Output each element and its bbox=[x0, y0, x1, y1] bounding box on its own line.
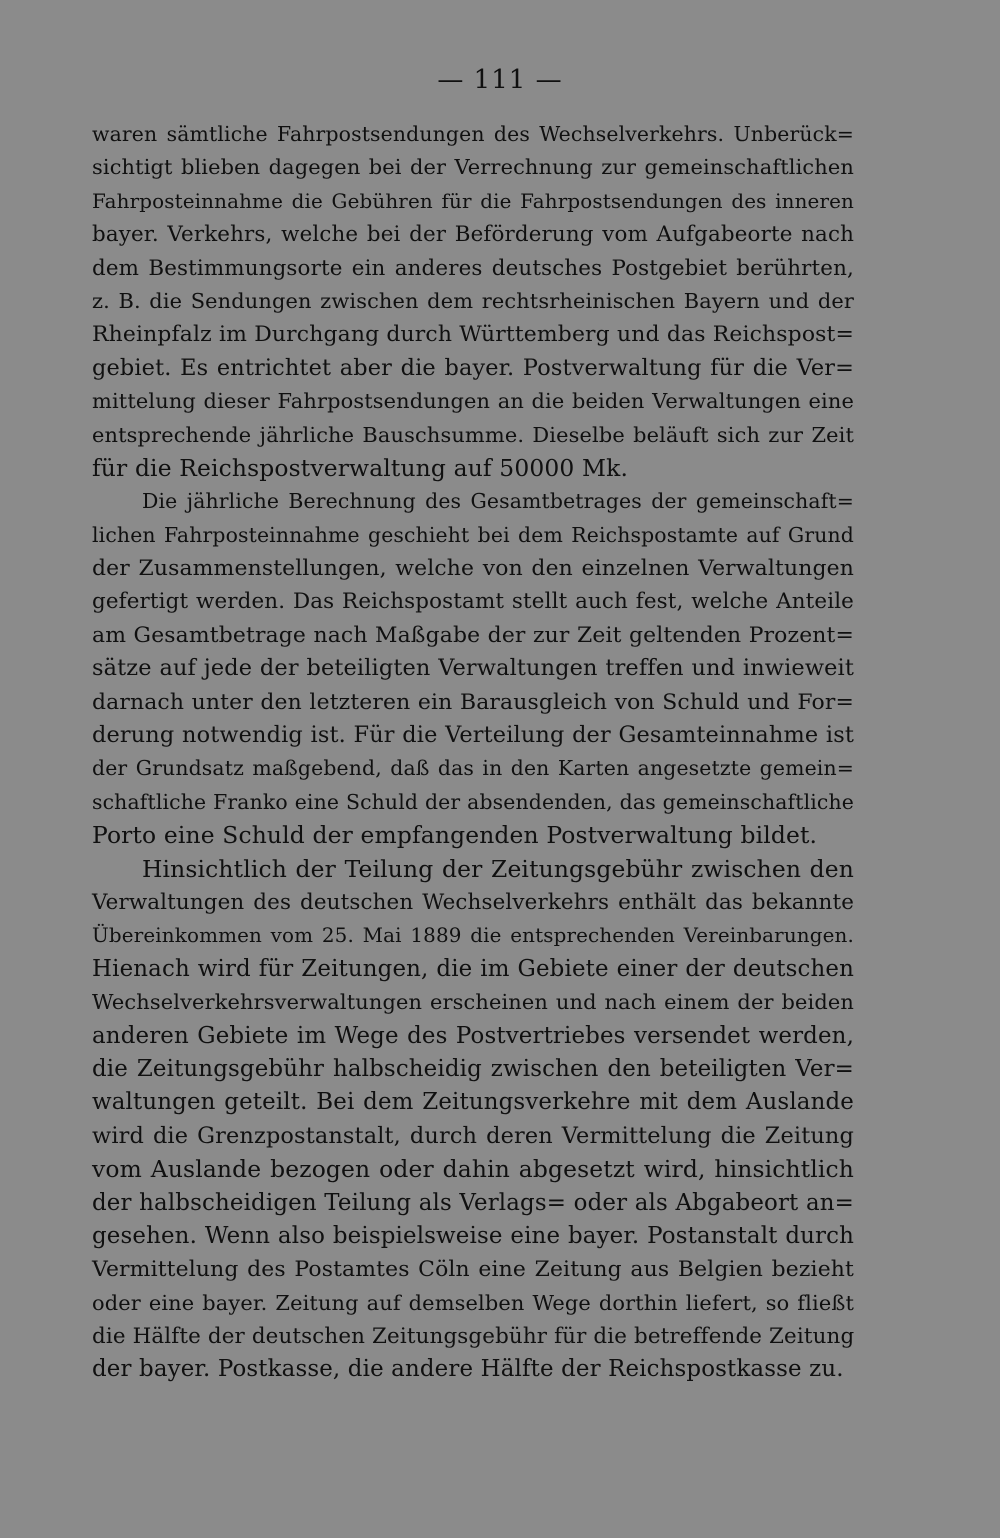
text-line: Übereinkommen vom 25. Mai 1889 die entsprechenden Vereinbarungen. bbox=[92, 924, 854, 948]
text-line: Hinsichtlich der Teilung der Zeitungsgebühr zwischen den bbox=[142, 854, 854, 883]
page-number: — 111 — bbox=[437, 65, 563, 95]
text-line: entsprechende jährliche Bauschsumme. Dieselbe beläuft sich zur Zeit bbox=[92, 422, 854, 447]
text-line: bayer. Verkehrs, welche bei der Beförderung vom Aufgabeorte nach bbox=[92, 222, 854, 248]
text-line: anderen Gebiete im Wege des Postvertriebes versendet werden, bbox=[92, 1022, 854, 1049]
text-line: darnach unter den letzteren ein Barausgleich von Schuld und For= bbox=[92, 689, 854, 715]
text-line: die Zeitungsgebühr halbscheidig zwischen den beteiligten Ver= bbox=[92, 1055, 854, 1082]
text-line: sichtigt blieben dagegen bei der Verrechnung zur gemeinschaftlichen bbox=[92, 155, 854, 180]
text-line: Rheinpfalz im Durchgang durch Württemberg und das Reichspost= bbox=[92, 322, 854, 348]
text-line: mittelung dieser Fahrpostsendungen an die beiden Verwaltungen eine bbox=[92, 389, 854, 414]
text-line: gefertigt werden. Das Reichspostamt stellt auch fest, welche Anteile bbox=[92, 589, 854, 615]
text-line: der halbscheidigen Teilung als Verlags= oder als Abgabeort an= bbox=[92, 1189, 854, 1216]
text-line: wird die Grenzpostanstalt, durch deren Vermittelung die Zeitung bbox=[92, 1122, 854, 1149]
paragraph-2 bbox=[92, 485, 854, 852]
text-line: waren sämtliche Fahrpostsendungen des Wechselverkehrs. Unberück= bbox=[92, 122, 854, 146]
text-line: die Hälfte der deutschen Zeitungsgebühr für die betreffende Zeitung bbox=[92, 1324, 855, 1350]
text-line: Hienach wird für Zeitungen, die im Gebiete einer der deutschen bbox=[92, 955, 854, 982]
text-line: vom Auslande bezogen oder dahin abgesetzt wird, hinsichtlich bbox=[92, 1155, 854, 1184]
text-line: Porto eine Schuld der empfangenden Postverwaltung bildet. bbox=[92, 821, 818, 850]
body-text bbox=[92, 118, 854, 1387]
text-line: Verwaltungen des deutschen Wechselverkehrs enthält das bekannte bbox=[92, 889, 854, 915]
text-line: der Zusammenstellungen, welche von den einzelnen Verwaltungen bbox=[92, 556, 854, 582]
text-line: dem Bestimmungsorte ein anderes deutsches Postgebiet berührten, bbox=[92, 255, 854, 281]
text-line: für die Reichspostverwaltung auf 50000 Mk. bbox=[92, 453, 629, 482]
text-line: Fahrposteinnahme die Gebühren für die Fahrpostsendungen des inneren bbox=[92, 189, 854, 213]
text-line: oder eine bayer. Zeitung auf demselben Wege dorthin liefert, so fließt bbox=[92, 1290, 854, 1315]
text-line: der bayer. Postkasse, die andere Hälfte der Reichspostkasse zu. bbox=[92, 1356, 844, 1383]
text-line: waltungen geteilt. Bei dem Zeitungsverkehre mit dem Auslande bbox=[92, 1089, 854, 1116]
paragraph-1 bbox=[92, 118, 854, 485]
text-line: gesehen. Wenn also beispielsweise eine bayer. Postanstalt durch bbox=[92, 1222, 854, 1249]
text-line: schaftliche Franko eine Schuld der absendenden, das gemeinschaftliche bbox=[92, 789, 854, 814]
paragraph-3 bbox=[92, 853, 854, 1387]
text-line: z. B. die Sendungen zwischen dem rechtsrheinischen Bayern und der bbox=[92, 288, 854, 313]
text-line: derung notwendig ist. Für die Verteilung der Gesamteinnahme ist bbox=[92, 722, 854, 749]
text-line: der Grundsatz maßgebend, daß das in den Karten angesetzte gemein= bbox=[92, 756, 854, 781]
text-line: sätze auf jede der beteiligten Verwaltungen treffen und inwieweit bbox=[92, 655, 854, 682]
text-line: lichen Fahrposteinnahme geschieht bei dem Reichspostamte auf Grund bbox=[92, 522, 854, 547]
text-line: am Gesamtbetrage nach Maßgabe der zur Zeit geltenden Prozent= bbox=[92, 622, 854, 648]
text-line: Vermittelung des Postamtes Cöln eine Zeitung aus Belgien bezieht bbox=[92, 1257, 854, 1283]
text-line: Wechselverkehrsverwaltungen erscheinen und nach einem der beiden bbox=[92, 990, 854, 1015]
text-line: gebiet. Es entrichtet aber die bayer. Postverwaltung für die Ver= bbox=[92, 354, 854, 381]
text-line: Die jährliche Berechnung des Gesamtbetrages der gemeinschaft= bbox=[142, 489, 854, 514]
